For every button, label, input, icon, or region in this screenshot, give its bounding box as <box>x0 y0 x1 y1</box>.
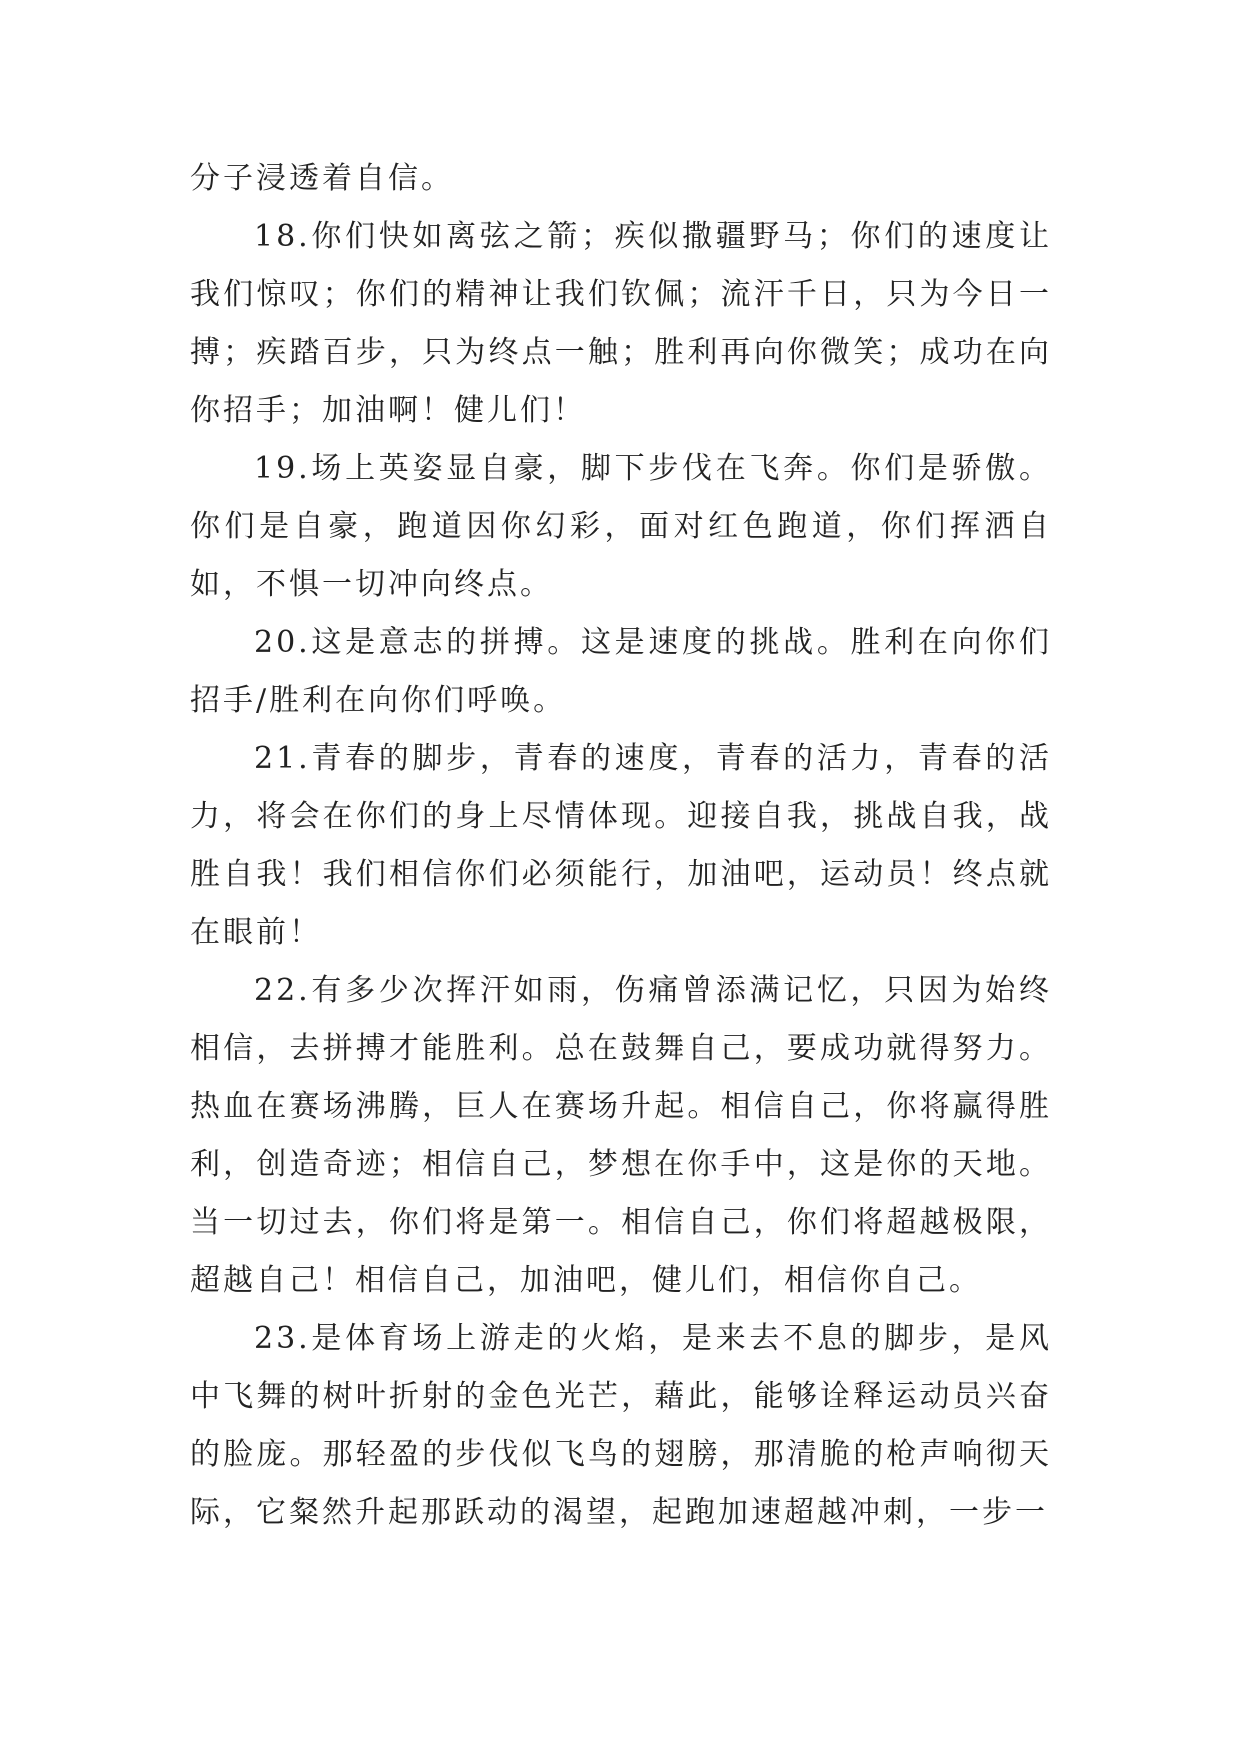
paragraph-continuation: 分子浸透着自信。 <box>190 161 454 196</box>
paragraph-19: 19.场上英姿显自豪，脚下步伐在飞奔。你们是骄傲。你们是自豪，跑道因你幻彩，面对红色跑道，你们挥洒自如，不惧一切冲向终点。 <box>190 451 1052 602</box>
paragraph-23: 23.是体育场上游走的火焰，是来去不息的脚步，是风中飞舞的树叶折射的金色光芒，藉此，能够诠释运动员兴奋的脸庞。那轻盈的步伐似飞鸟的翅膀，那清脆的枪声响彻天际，它粲然升起那跃动的渴望，起跑加速超越冲刺，一步一 <box>190 1321 1052 1530</box>
paragraph-22: 22.有多少次挥汗如雨，伤痛曾添满记忆，只因为始终相信，去拼搏才能胜利。总在鼓舞自己，要成功就得努力。热血在赛场沸腾，巨人在赛场升起。相信自己，你将赢得胜利，创造奇迹；相信自己，梦想在你手中，这是你的天地。当一切过去，你们将是第一。相信自己，你们将超越极限，超越自己！相信自己，加油吧，健儿们，相信你自己。 <box>190 973 1052 1298</box>
paragraph-21: 21.青春的脚步，青春的速度，青春的活力，青春的活力，将会在你们的身上尽情体现。迎接自我，挑战自我，战胜自我！我们相信你们必须能行，加油吧，运动员！终点就在眼前！ <box>190 741 1052 950</box>
paragraph-18: 18.你们快如离弦之箭；疾似撒疆野马；你们的速度让我们惊叹；你们的精神让我们钦佩；流汗千日，只为今日一搏；疾踏百步，只为终点一触；胜利再向你微笑；成功在向你招手；加油啊！健儿们！ <box>190 219 1052 428</box>
document-body <box>190 150 1052 1542</box>
paragraph-20: 20.这是意志的拼搏。这是速度的挑战。胜利在向你们招手/胜利在向你们呼唤。 <box>190 625 1052 718</box>
